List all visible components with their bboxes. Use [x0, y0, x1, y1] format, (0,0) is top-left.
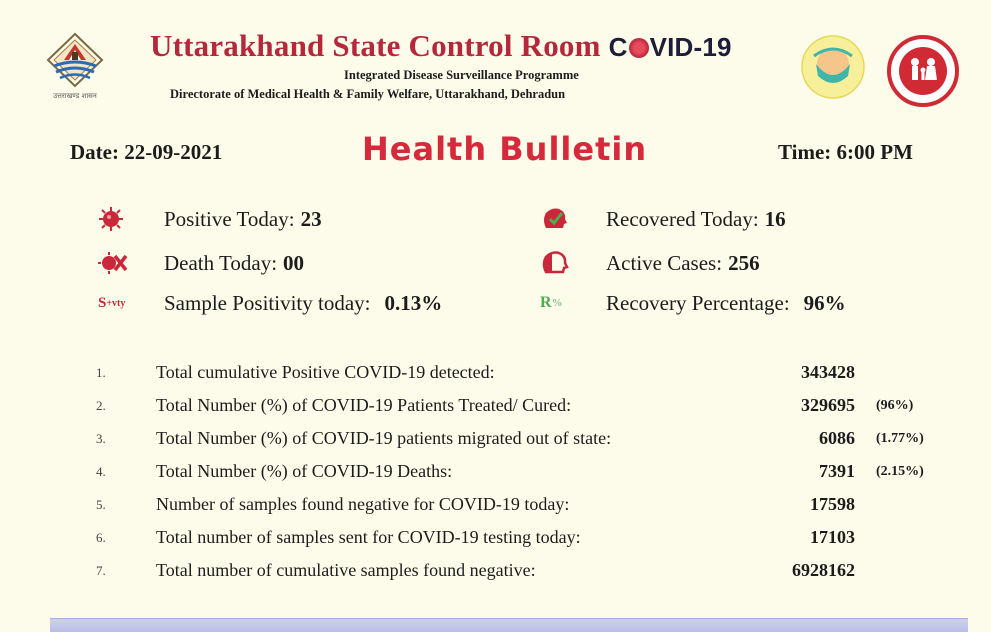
virus-icon [98, 206, 138, 232]
sample-positivity-icon: S +vty [98, 294, 126, 311]
positive-today-value: 23 [300, 206, 322, 231]
virus-cross-icon [98, 250, 138, 276]
subtitle-directorate: Directorate of Medical Health & Family Welfare, Uttarakhand, Dehradun [170, 87, 566, 101]
bulletin-time: Time: 6:00 PM [778, 140, 913, 164]
stat-positive-today [98, 206, 322, 232]
death-today-value: 00 [283, 250, 305, 275]
recovered-today-value: 16 [764, 206, 786, 231]
table-row: 6. Total number of samples sent for COVID-19 testing today: 17103 [96, 527, 855, 547]
header-title [150, 28, 790, 64]
sample-positivity-label: Sample Positivity today: [164, 290, 371, 315]
stat-active-cases [540, 250, 760, 276]
recovery-percentage-icon: R % [540, 294, 563, 311]
bulletin-date: Date: 22-09-2021 [70, 140, 223, 164]
table-row: 4. Total Number (%) of COVID-19 Deaths: 7391 (2.15%) [96, 461, 924, 481]
recovery-percentage-value: 96% [803, 290, 846, 315]
recovered-today-label: Recovered Today: [606, 206, 759, 231]
sample-positivity-value: 0.13% [384, 290, 443, 315]
stat-sample-positivity [98, 290, 442, 316]
recovered-head-icon [540, 206, 580, 232]
stat-death-today [98, 250, 304, 276]
covid-mask-logo-icon [800, 34, 866, 100]
table-row: 7. Total number of cumulative samples found negative: 6928162 [96, 560, 855, 580]
bulletin-heading: Health Bulletin [362, 130, 648, 168]
table-row: 2. Total Number (%) of COVID-19 Patients Treated/ Cured: 329695 (96%) [96, 395, 914, 415]
stat-recovery-percentage [540, 290, 846, 316]
active-cases-label: Active Cases: [606, 250, 723, 275]
footer-band [50, 618, 968, 632]
table-row: 3. Total Number (%) of COVID-19 patients migrated out of state: 6086 (1.77%) [96, 428, 924, 448]
subtitle-programme: Integrated Disease Surveillance Programme [344, 68, 579, 82]
positive-today-label: Positive Today: [164, 206, 295, 231]
stat-recovered-today [540, 206, 786, 232]
table-row: 5. Number of samples found negative for COVID-19 today: 17598 [96, 494, 855, 514]
table-row: 1. Total cumulative Positive COVID-19 detected: 343428 [96, 362, 855, 382]
virus-o-icon [629, 38, 649, 58]
recovery-percentage-label: Recovery Percentage: [606, 290, 790, 315]
active-cases-value: 256 [728, 250, 760, 275]
covid-19-wordmark: C VID-19 [608, 32, 732, 62]
death-today-label: Death Today: [164, 250, 278, 275]
emblem-caption: उत्तराखण्ड शासन [53, 92, 97, 100]
active-head-icon [540, 250, 580, 276]
title-main: Uttarakhand State Control Room [150, 28, 601, 63]
national-health-mission-logo-icon [886, 34, 960, 108]
